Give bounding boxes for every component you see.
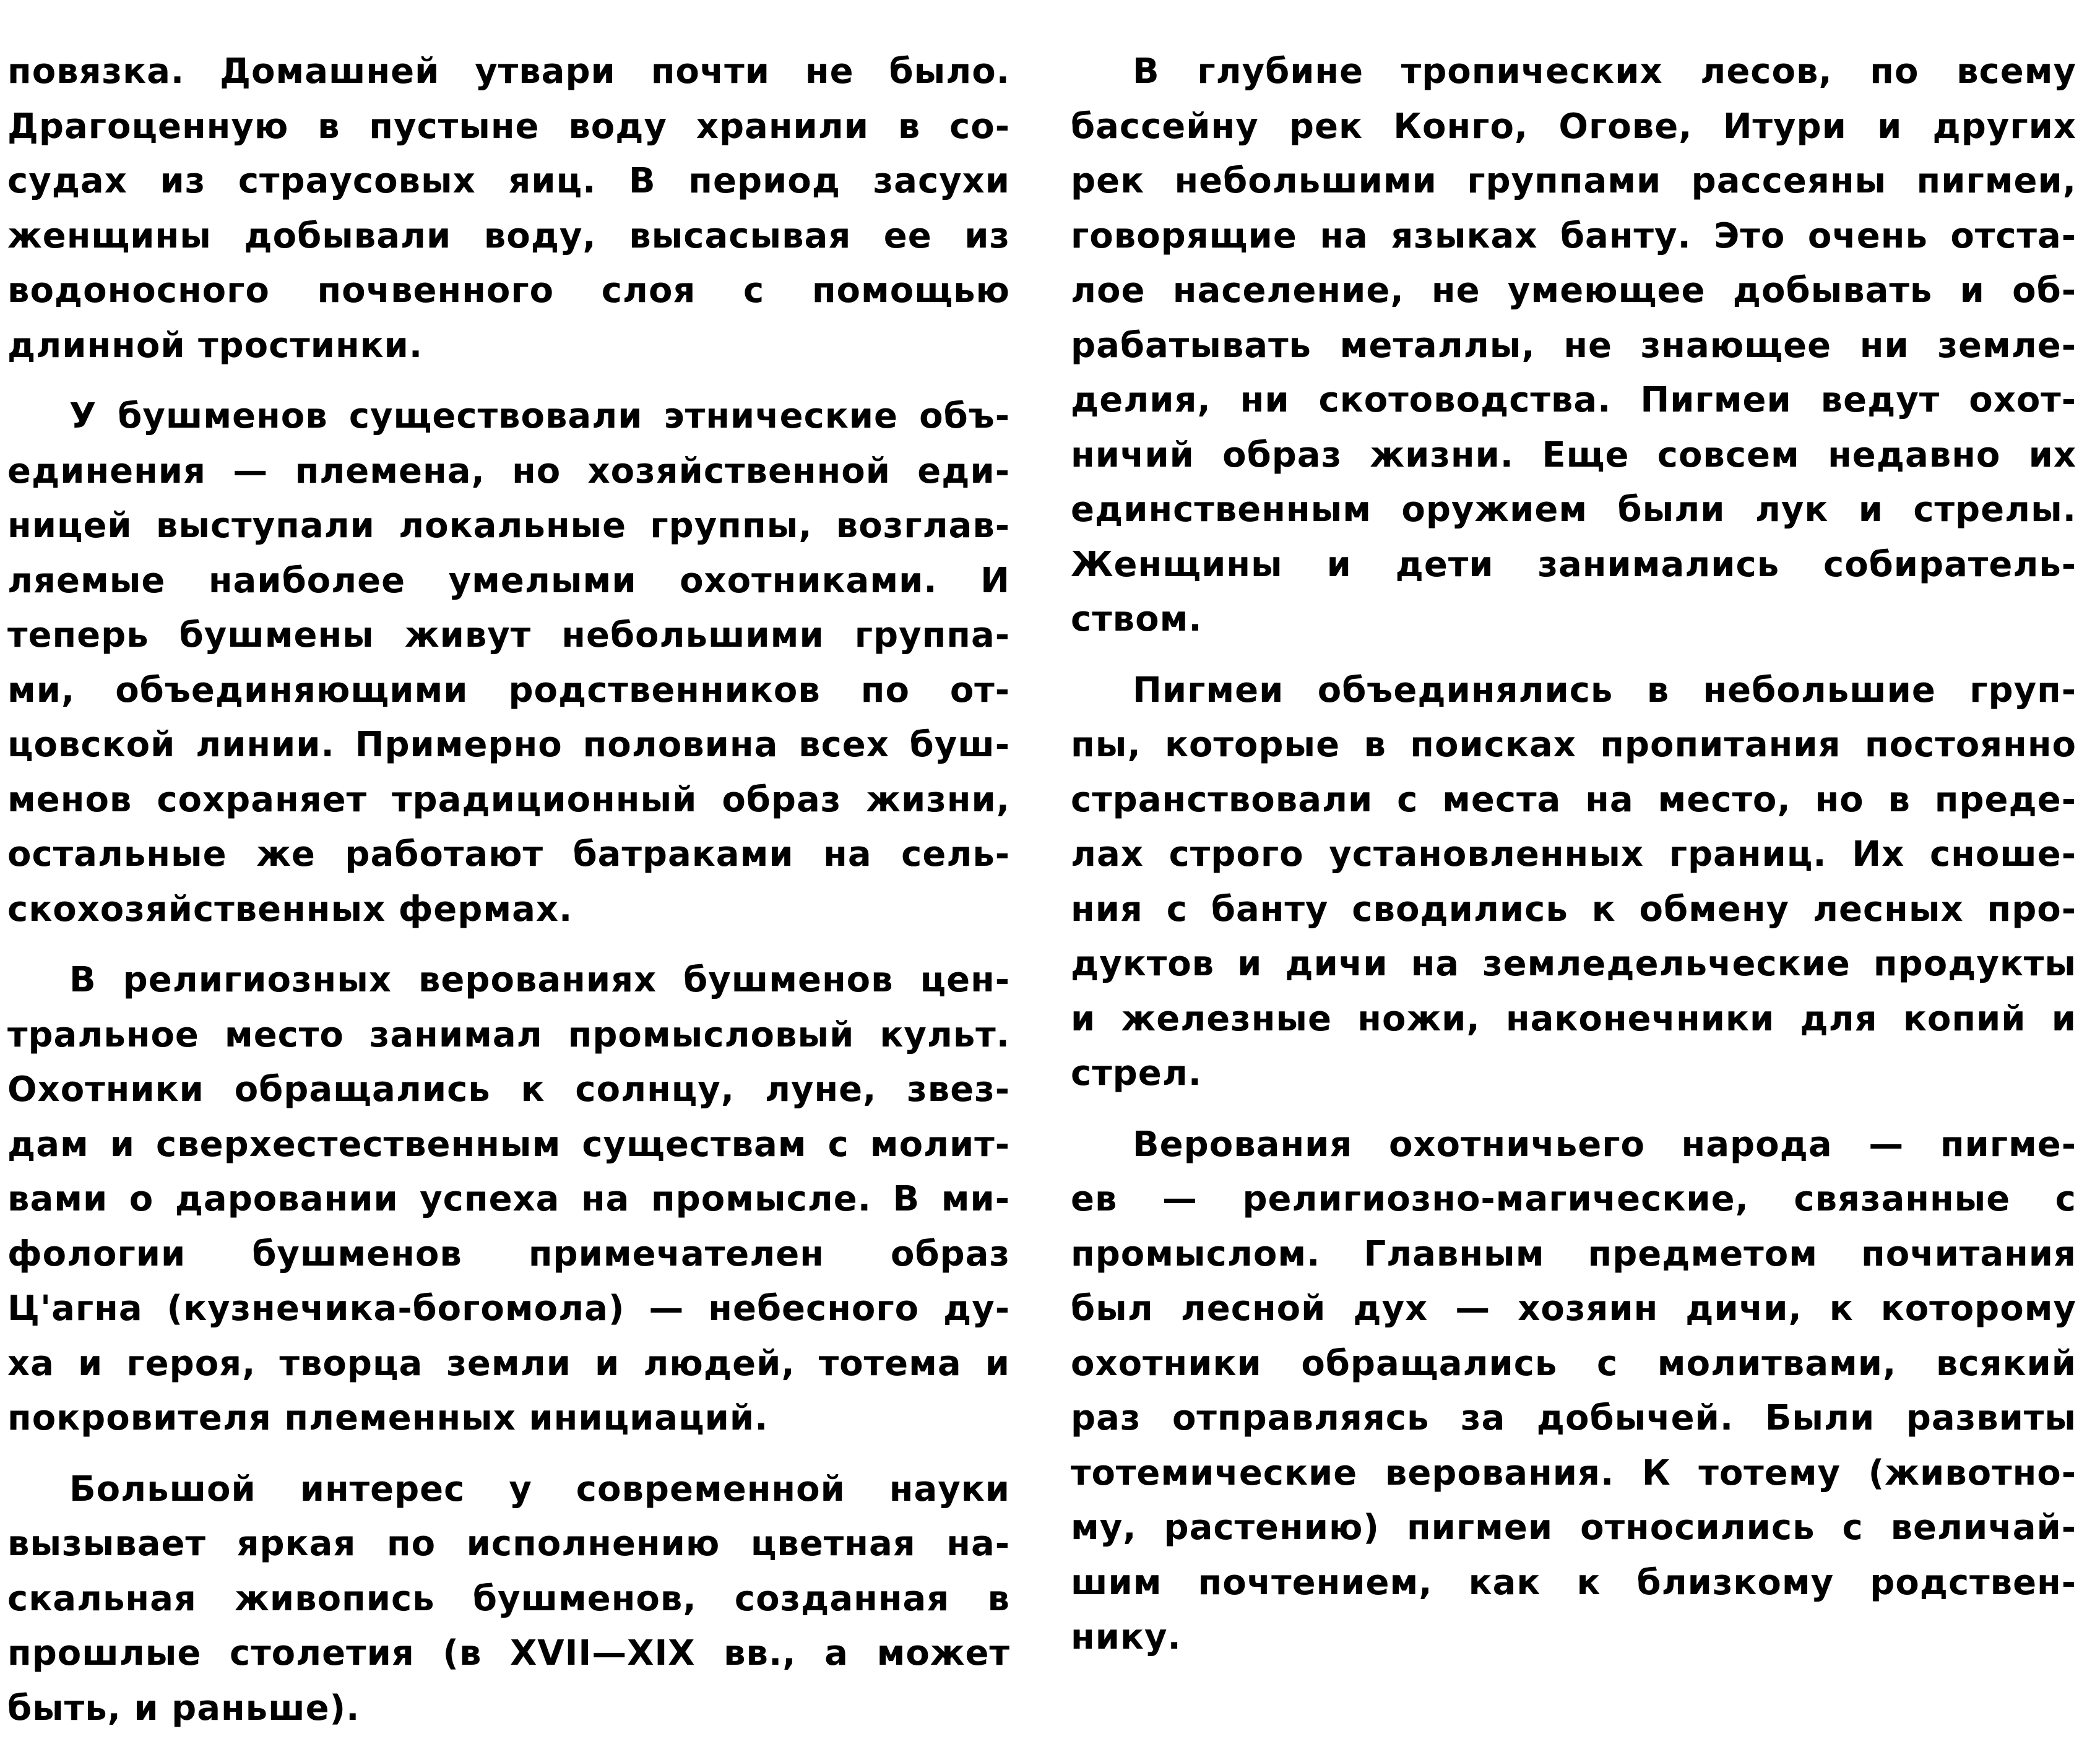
text-line: вызывает яркая по исполнению цветная на- xyxy=(7,1524,1010,1564)
text-line: теперь бушмены живут небольшими группа- xyxy=(7,615,1010,655)
text-line: Драгоценную в пустыне воду хранили в со- xyxy=(7,106,1010,147)
text-line: шим почтением, как к близкому родствен- xyxy=(1071,1562,2076,1603)
paragraph xyxy=(7,1462,1010,1737)
text-line: Женщины и дети занимались собиратель- xyxy=(1071,544,2076,585)
text-line: единственным оружием были лук и стрелы. xyxy=(1071,490,2076,530)
text-line: фологии бушменов примечателен образ xyxy=(7,1233,1010,1274)
paragraph xyxy=(7,389,1010,937)
text-line: Пигмеи объединялись в небольшие груп- xyxy=(1133,670,2076,710)
text-line: покровителя племенных инициаций. xyxy=(7,1398,769,1438)
text-line: Ц'агна (кузнечика-богомола) — небесного ду- xyxy=(7,1288,1010,1329)
text-line: У бушменов существовали этнические объ- xyxy=(69,396,1010,436)
text-line: промыслом. Главным предметом почитания xyxy=(1071,1233,2076,1274)
text-line: повязка. Домашней утвари почти не было. xyxy=(7,51,1010,92)
paragraph xyxy=(7,953,1010,1446)
text-line: охотники обращались с молитвами, всякий xyxy=(1071,1343,2076,1384)
text-line: нику. xyxy=(1071,1617,1182,1657)
text-line: быть, и раньше). xyxy=(7,1688,360,1728)
text-line: ницей выступали локальные группы, возглав- xyxy=(7,506,1010,546)
text-line: говорящие на языках банту. Это очень отста- xyxy=(1071,215,2076,256)
text-line: ев — религиозно-магические, связанные с xyxy=(1071,1179,2076,1219)
text-line: скальная живопись бушменов, созданная в xyxy=(7,1578,1010,1619)
text-line: менов сохраняет традиционный образ жизни, xyxy=(7,779,1010,820)
text-line: тотемические верования. К тотему (животно- xyxy=(1071,1452,2076,1493)
text-line: водоносного почвенного слоя с помощью xyxy=(7,270,1010,311)
paragraph xyxy=(1071,663,2076,1102)
text-line: В глубине тропических лесов, по всему xyxy=(1133,51,2076,92)
text-line: был лесной дух — хозяин дичи, к которому xyxy=(1071,1288,2076,1329)
text-line: единения — племена, но хозяйственной еди- xyxy=(7,451,1010,491)
text-line: и железные ножи, наконечники для копий и xyxy=(1071,998,2076,1039)
text-line: стрел. xyxy=(1071,1053,1203,1094)
text-line: судах из страусовых яиц. В период засухи xyxy=(7,161,1010,201)
paragraph xyxy=(1071,1118,2076,1665)
paragraph xyxy=(7,45,1010,373)
text-line: длинной тростинки. xyxy=(7,325,423,366)
text-line: В религиозных верованиях бушменов цен- xyxy=(69,960,1010,1000)
text-line: вами о даровании успеха на промысле. В ми- xyxy=(7,1179,1010,1219)
right-text-column xyxy=(1071,45,2076,1681)
text-line: лах строго установленных границ. Их сноше- xyxy=(1071,834,2076,874)
left-text-column xyxy=(7,45,1010,1752)
text-line: дам и сверхестественным существам с молит- xyxy=(7,1124,1010,1165)
text-line: ничий образ жизни. Еще совсем недавно их xyxy=(1071,434,2076,475)
text-line: лое население, не умеющее добывать и об- xyxy=(1071,270,2076,311)
text-line: ляемые наиболее умелыми охотниками. И xyxy=(7,560,1010,601)
text-line: рек небольшими группами рассеяны пигмеи, xyxy=(1071,161,2076,201)
text-line: Охотники обращались к солнцу, луне, звез- xyxy=(7,1069,1010,1110)
text-line: женщины добывали воду, высасывая ее из xyxy=(7,215,1010,256)
paragraph xyxy=(1071,45,2076,647)
text-line: Большой интерес у современной науки xyxy=(69,1469,1010,1509)
text-line: дуктов и дичи на земледельческие продукты xyxy=(1071,944,2076,984)
text-line: ством. xyxy=(1071,599,1203,639)
text-line: тральное место занимал промысловый культ. xyxy=(7,1014,1010,1055)
text-line: Верования охотничьего народа — пигме- xyxy=(1133,1124,2076,1165)
text-line: пы, которые в поисках пропитания постоянно xyxy=(1071,725,2076,765)
text-line: прошлые столетия (в XVII—XIX вв., а может xyxy=(7,1633,1010,1673)
text-line: рабатывать металлы, не знающее ни земле- xyxy=(1071,325,2076,366)
text-line: остальные же работают батраками на сель- xyxy=(7,834,1010,874)
text-line: ния с банту сводились к обмену лесных про- xyxy=(1071,889,2076,930)
text-line: раз отправляясь за добычей. Были развиты xyxy=(1071,1398,2076,1438)
text-line: ха и героя, творца земли и людей, тотема и xyxy=(7,1343,1010,1384)
text-line: скохозяйственных фермах. xyxy=(7,889,573,930)
text-line: му, растению) пигмеи относились с величай- xyxy=(1071,1508,2076,1548)
text-line: ми, объединяющими родственников по от- xyxy=(7,670,1010,710)
text-line: делия, ни скотоводства. Пигмеи ведут охот- xyxy=(1071,380,2076,420)
text-line: бассейну рек Конго, Огове, Итури и других xyxy=(1071,106,2076,147)
text-line: цовской линии. Примерно половина всех буш- xyxy=(7,725,1010,765)
text-line: странствовали с места на место, но в преде- xyxy=(1071,779,2076,820)
